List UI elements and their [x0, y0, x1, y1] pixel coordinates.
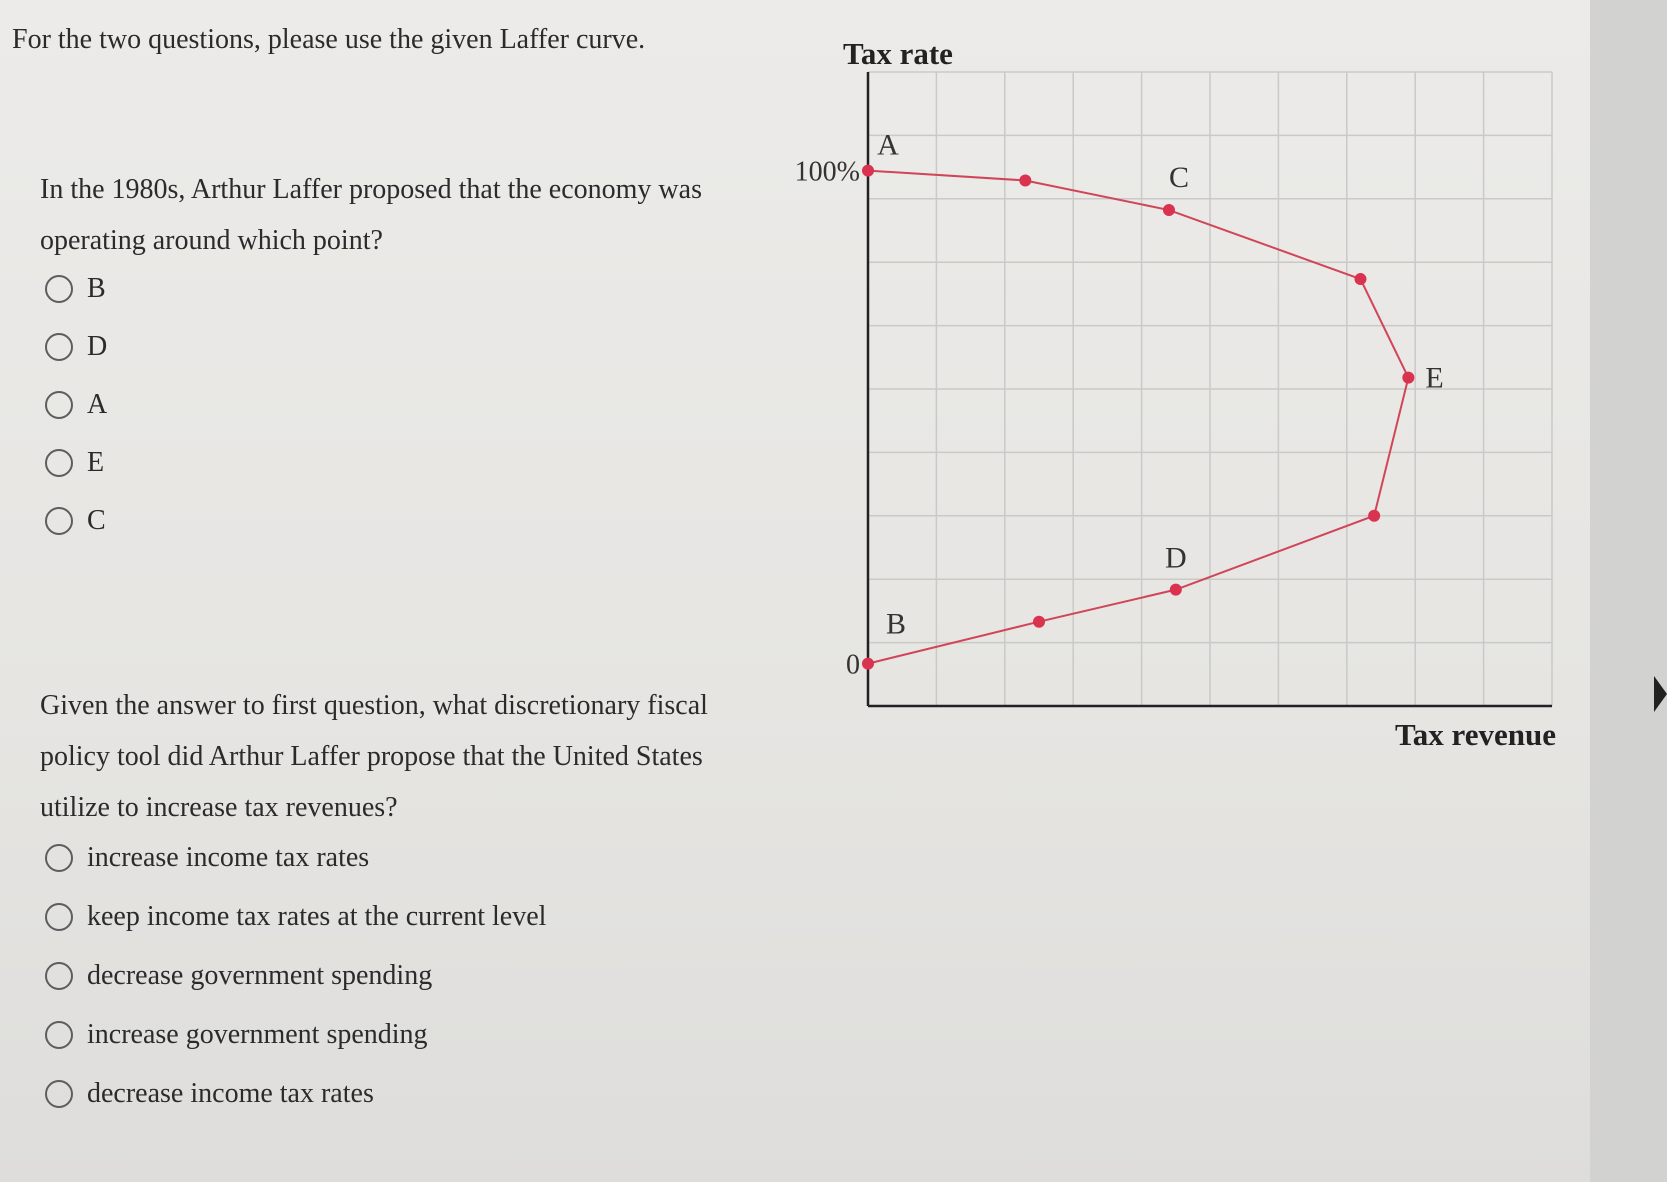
y-tick-labels: [795, 157, 860, 681]
chart-grid: [868, 72, 1552, 706]
option-label: E: [87, 447, 105, 478]
option-label: decrease income tax rates: [87, 1077, 374, 1109]
laffer-curve-line: [868, 171, 1408, 664]
curve-point: [862, 165, 874, 177]
option-label: increase government spending: [87, 1018, 428, 1050]
option-label: decrease government spending: [87, 959, 433, 991]
curve-point: [1019, 174, 1031, 186]
question-2-text: Given the answer to first question, what discretionary fiscal policy tool did Arthur Laffer propose that the United States utilize to increase tax revenues?: [40, 690, 708, 823]
curve-point: [862, 658, 874, 670]
option-label: D: [87, 331, 108, 362]
y-axis-label: Tax rate: [843, 36, 953, 71]
y-tick-label: 100%: [794, 156, 860, 188]
point-label: C: [1168, 161, 1189, 195]
curve-point: [1402, 372, 1414, 384]
option-label: increase income tax rates: [87, 841, 370, 873]
point-labels: [877, 129, 1444, 641]
curve-points: [862, 165, 1414, 670]
point-label: B: [885, 607, 907, 641]
curve-point: [1163, 204, 1175, 216]
option-label: keep income tax rates at the current level: [87, 900, 547, 932]
option-label: B: [87, 273, 106, 304]
option-label: C: [87, 505, 106, 536]
option-label: A: [87, 389, 108, 420]
intro-text: For the two questions, please use the given Laffer curve.: [12, 24, 646, 55]
y-tick-label: 0: [846, 649, 860, 681]
question-1-text: In the 1980s, Arthur Laffer proposed that the economy was operating around which point?: [40, 174, 702, 256]
point-label: D: [1164, 541, 1187, 575]
curve-point: [1354, 273, 1366, 285]
curve-point: [1170, 584, 1182, 596]
curve-point: [1368, 510, 1380, 522]
curve-point: [1033, 616, 1045, 628]
x-axis-label: Tax revenue: [1394, 717, 1556, 752]
point-label: A: [877, 128, 899, 162]
point-label: E: [1425, 361, 1444, 395]
